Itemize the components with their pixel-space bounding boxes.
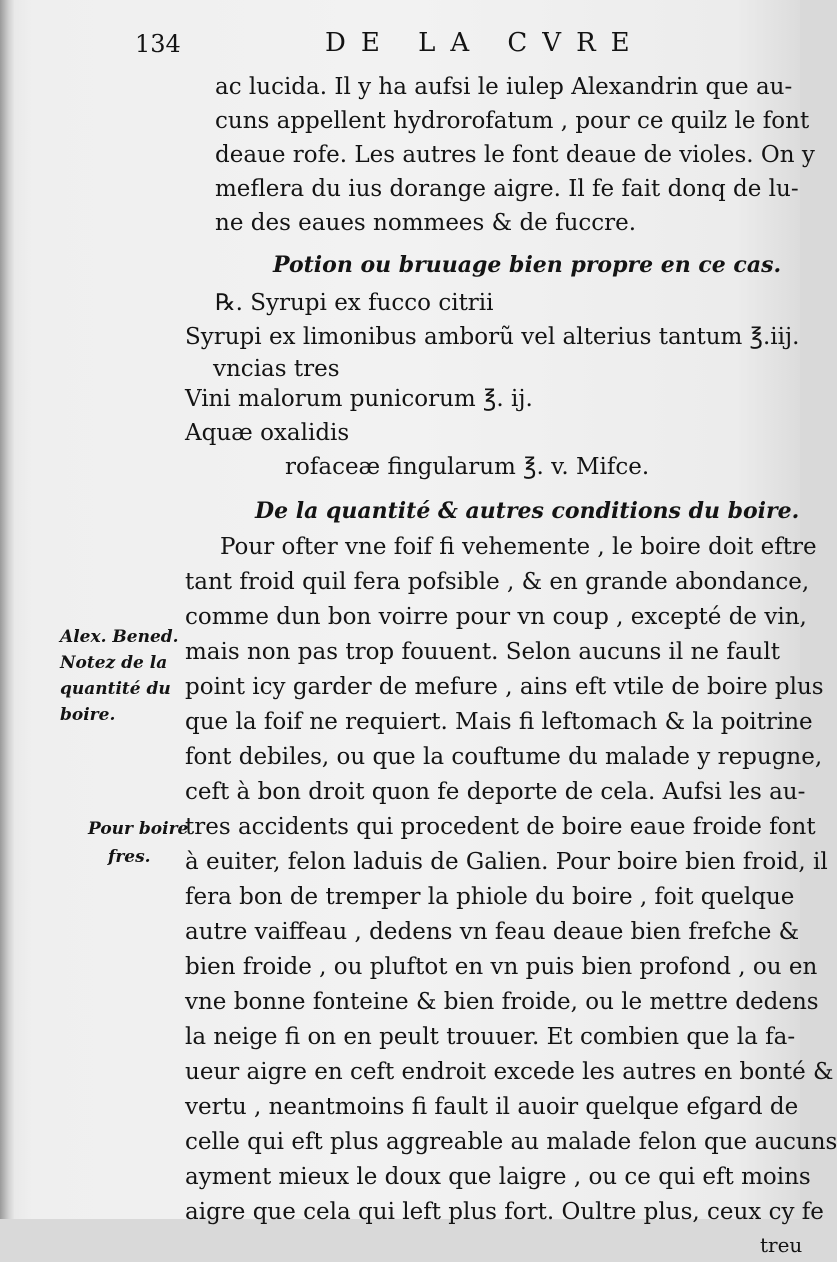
section-heading-potion: Potion ou bruuage bien propre en ce cas.: [273, 252, 782, 278]
text-line: ne des eaues nommees & de fuccre.: [215, 210, 637, 236]
text-line: celle qui eft plus aggreable au malade felon que aucuns: [185, 1129, 837, 1155]
margin-note: Note⁠z de la: [60, 653, 168, 673]
margin-note: boire.: [60, 705, 116, 725]
margin-note: fres.: [108, 847, 151, 867]
text-line: aigre que cela qui left plus fort. Oultre plus, ceux cy fe: [185, 1199, 824, 1225]
text-line: la neige fi on en peult trouuer. Et combien que la fa-: [185, 1024, 796, 1050]
text-line: fera bon de tremper la phiole du boire , foit quelque: [185, 884, 795, 910]
text-line: mais non pas trop fouuent. Selon aucuns il ne fault: [185, 639, 780, 665]
recipe-line: vncias tres: [213, 356, 340, 382]
recipe-line: ℞. Syrupi ex fucco citrii: [215, 290, 494, 316]
text-line: point icy garder de mefure , ains eft vtile de boire plus: [185, 674, 824, 700]
margin-note: Pour boire: [88, 819, 189, 839]
text-line: meflera du ius dorange aigre. Il fe fait donq de lu-: [215, 176, 799, 202]
text-line: Pour ofter vne foif fi vehemente , le boire doit eftre: [220, 534, 817, 560]
running-title: DE LA CVRE: [325, 28, 645, 58]
section-heading-quantite: De la quantité & autres conditions du boire.: [255, 498, 800, 524]
text-line: bien froide , ou pluftot en vn puis bien profond , ou en: [185, 954, 818, 980]
text-line: ac lucida. Il y ha aufsi le iulep Alexandrin que au-: [215, 74, 793, 100]
text-line: vne bonne fonteine & bien froide, ou le mettre dedens: [185, 989, 819, 1015]
text-line: font debiles, ou que la couftume du malade y repugne,: [185, 744, 823, 770]
text-line: vertu , neantmoins fi fault il auoir quelque efgard de: [185, 1094, 799, 1120]
recipe-line: rofaceæ fingularum ℥. v. Mifce.: [285, 454, 650, 480]
page-header: [135, 28, 775, 68]
text-line: que la foif ne requiert. Mais fi leftomach & la poitrine: [185, 709, 813, 735]
binding-gutter: [0, 0, 14, 1219]
text-line: à euiter, felon laduis de Galien. Pour boire bien froid, il: [185, 849, 828, 875]
recipe-line: Syrupi ex limonibus amborũ vel alterius tantum ℥.iij.: [185, 324, 800, 350]
catchword: treu: [760, 1233, 803, 1257]
margin-note: quantité du: [60, 679, 171, 699]
folio-number: 134: [135, 30, 181, 58]
text-line: ceft à bon droit quon fe deporte de cela. Aufsi les au-: [185, 779, 806, 805]
margin-note: Alex. Bened.: [60, 627, 179, 647]
text-line: autre vaiffeau , dedens vn feau deaue bien frefche &: [185, 919, 800, 945]
text-line: ayment mieux le doux que laigre , ou ce qui eft moins: [185, 1164, 811, 1190]
text-line: ueur aigre en ceft endroit excede les autres en bonté &: [185, 1059, 834, 1085]
text-line: tres accidents qui procedent de boire eaue froide font: [185, 814, 816, 840]
text-line: comme dun bon voirre pour vn coup , excepté de vin,: [185, 604, 807, 630]
text-line: cuns appellent hydrorofatum , pour ce quilz le font: [215, 108, 810, 134]
recipe-line: Aquæ oxalidis: [185, 420, 350, 446]
text-line: deaue rofe. Les autres le font deaue de violes. On y: [215, 142, 815, 168]
text-line: tant froid quil fera pofsible , & en grande abondance,: [185, 569, 810, 595]
recipe-line: Vini malorum punicorum ℥. ij.: [185, 386, 533, 412]
